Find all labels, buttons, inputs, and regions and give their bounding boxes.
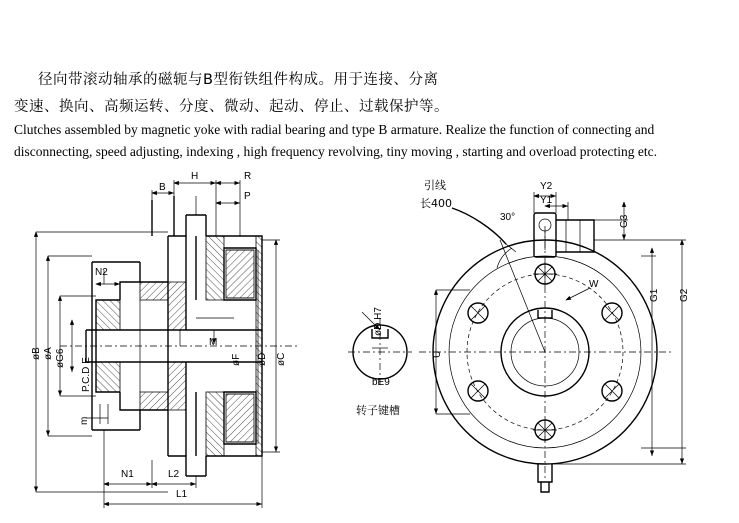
dim-label-phiF: øF bbox=[231, 353, 242, 366]
dim-label-G3: G3 bbox=[619, 214, 630, 228]
dim-label-L2: L2 bbox=[168, 469, 180, 480]
dim-label-R: R bbox=[244, 171, 252, 182]
keyway-caption: 转子键槽 bbox=[356, 404, 400, 417]
lead-wire-label: 引线 bbox=[424, 179, 446, 192]
front-view bbox=[419, 192, 686, 492]
dim-label-P: P bbox=[244, 191, 251, 202]
description-en-line1: Clutches assembled by magnetic yoke with radial bearing and type B armature. Realize the function of connecting and bbox=[14, 122, 655, 137]
dim-label-N2: N2 bbox=[95, 267, 108, 278]
description-cn-line2: 变速、换向、高频运转、分度、微动、起动、停止、过载保护等。 bbox=[14, 99, 449, 115]
keyway-width-label: bE9 bbox=[372, 377, 390, 388]
description-en-line2: disconnecting, speed adjusting, indexing , high frequency revolving, tiny moving , starting and overload protecting etc. bbox=[14, 144, 657, 159]
dim-label-m: m bbox=[79, 416, 90, 425]
cross-section-view bbox=[36, 180, 300, 508]
dim-label-H: H bbox=[191, 171, 199, 182]
angle-label-30: 30° bbox=[500, 212, 516, 223]
dim-label-Y1: Y1 bbox=[540, 195, 553, 206]
dim-label-phiC: øC bbox=[276, 352, 287, 366]
dim-label-N1: N1 bbox=[121, 469, 134, 480]
dim-label-G2: G2 bbox=[679, 288, 690, 302]
dim-label-G1: G1 bbox=[649, 288, 660, 302]
dim-label-B: B bbox=[159, 182, 166, 193]
dim-label-L1: L1 bbox=[176, 489, 188, 500]
dim-label-phiG6: øG6 bbox=[55, 348, 66, 368]
lead-wire-length-label: 长400 bbox=[420, 197, 452, 210]
dim-label-phiB: øB bbox=[31, 347, 42, 360]
dim-label-M: M bbox=[209, 337, 218, 348]
dim-label-W: W bbox=[589, 279, 599, 290]
dim-label-phiA: øA bbox=[43, 347, 54, 360]
keyway-dia-label: øD H7 bbox=[373, 307, 384, 336]
dim-label-phiD: øD bbox=[257, 352, 268, 366]
dim-label-U: U bbox=[432, 350, 443, 358]
dim-label-pcd-e: P.C.D E bbox=[81, 357, 92, 392]
dim-label-Y2: Y2 bbox=[540, 181, 553, 192]
description-cn-line1: 径向带滚动轴承的磁轭与B型衔铁组件构成。用于连接、分离 bbox=[38, 72, 439, 88]
